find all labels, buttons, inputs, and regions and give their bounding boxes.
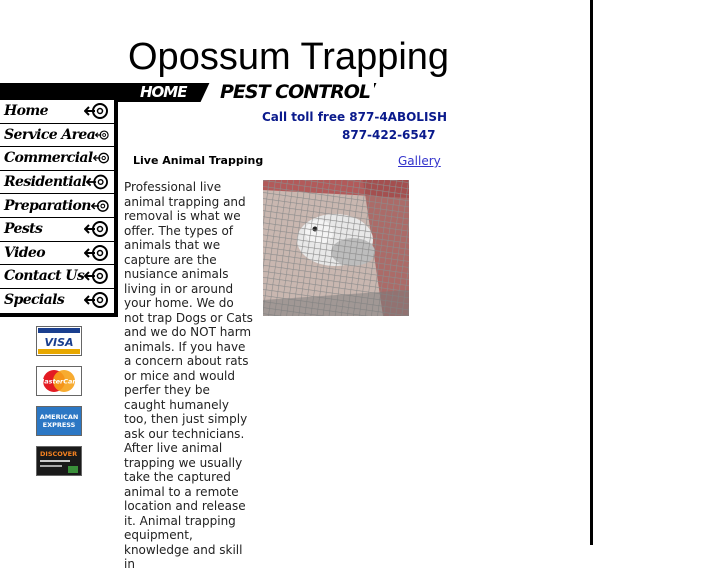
nav-item-label: Commercial — [4, 150, 93, 167]
nav-item-label: Residential — [4, 174, 87, 191]
arrow-left-icon — [86, 173, 110, 191]
nav-item-video[interactable] — [0, 242, 114, 266]
sidebar-nav — [0, 100, 118, 317]
nav-item-pests[interactable] — [0, 218, 114, 242]
arrow-left-icon — [84, 244, 110, 262]
mastercard-logo — [36, 366, 82, 396]
arrow-left-icon — [84, 291, 110, 309]
nav-item-contact-us[interactable] — [0, 265, 114, 289]
amex-label-line2: EXPRESS — [42, 421, 76, 429]
arrow-left-icon — [91, 197, 110, 215]
arrow-left-icon — [95, 126, 110, 144]
nav-item-label: Video — [4, 244, 45, 261]
body-paragraph: Professional live animal trapping and removal is what we offer. The types of animals that we capture are the nusiance animals living in or around your home. We do not trap Dogs or Cats and we do NOT harm animals. If you have a concern about rats or mice and would perfer they be caught humanely too, then just simply ask our technicians. After live animal trapping we usually take the captured animal to a remote location and release it. Animal trapping equipment, knowledge and skill in — [124, 180, 253, 571]
nav-item-label: Contact Us — [4, 268, 85, 285]
page-title: Opossum Trapping — [128, 36, 450, 78]
nav-item-label: Pests — [4, 221, 43, 238]
nav-item-label: Preparation — [4, 197, 91, 214]
phone-number: 877-422-6547 — [342, 128, 436, 142]
visa-label: VISA — [44, 336, 74, 349]
arrow-left-icon — [84, 102, 110, 120]
amex-card-logo — [36, 406, 82, 436]
banner-pest-control-logo: PEST CONTROL — [216, 82, 374, 103]
section-heading: Live Animal Trapping — [133, 154, 264, 167]
nav-item-commercial[interactable] — [0, 147, 114, 171]
arrow-left-icon — [93, 149, 110, 167]
nav-item-home[interactable] — [0, 100, 114, 124]
banner-home-link[interactable]: HOME — [140, 83, 215, 102]
call-toll-free-text: Call toll free 877-4ABOLISH — [262, 110, 448, 124]
arrow-left-icon — [84, 220, 110, 238]
nav-item-label: Specials — [4, 292, 65, 309]
nav-item-label: Service Area — [4, 126, 96, 143]
nav-item-residential[interactable] — [0, 171, 114, 195]
gallery-link[interactable]: Gallery — [398, 154, 441, 168]
nav-item-specials[interactable] — [0, 289, 114, 312]
discover-label: DISCOVER — [40, 450, 78, 458]
discover-card-logo — [36, 446, 82, 476]
nav-item-preparation[interactable] — [0, 194, 114, 218]
amex-label-line1: AMERICAN — [39, 413, 79, 421]
nav-item-label: Home — [4, 103, 48, 120]
trapped-animal-photo — [263, 180, 409, 316]
mastercard-label: MasterCard — [37, 377, 81, 386]
page-border-right — [590, 0, 593, 545]
nav-item-service-area[interactable] — [0, 124, 114, 148]
visa-card-logo — [36, 326, 82, 356]
arrow-left-icon — [84, 267, 110, 285]
